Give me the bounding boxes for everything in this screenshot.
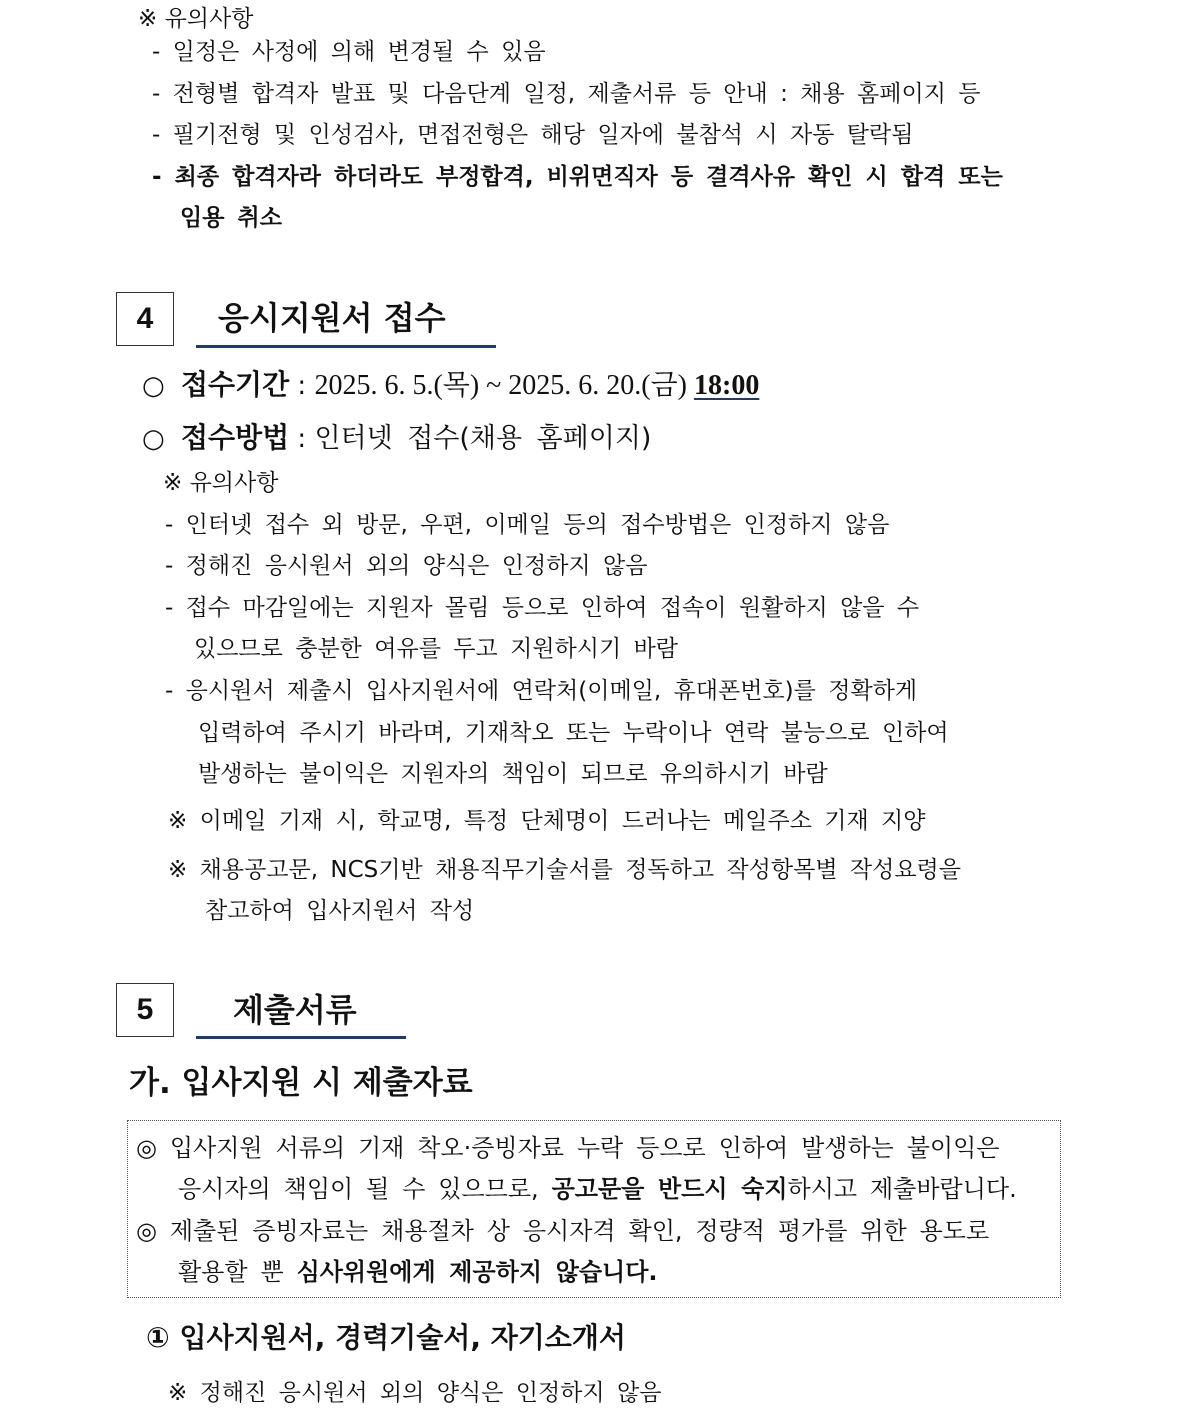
note-item: - 전형별 합격자 발표 및 다음단계 일정, 제출서류 등 안내 : 채용 홈페이지 등: [152, 81, 981, 107]
notice-emphasis: 공고문을 반드시 숙지: [551, 1175, 788, 1203]
notice-line: [178, 1174, 1017, 1204]
section-title-underline: [196, 1036, 406, 1039]
period-time: 18:00: [694, 370, 760, 401]
subheading: 가. 입사지원 시 제출자료: [129, 1065, 473, 1101]
extra-note: 참고하여 입사지원서 작성: [205, 898, 475, 924]
note-item: 있으므로 충분한 여유를 두고 지원하시기 바람: [194, 636, 678, 662]
section-number: 4: [116, 292, 174, 346]
item-note: ※ 정해진 응시원서 외의 양식은 인정하지 않음: [168, 1380, 662, 1406]
item-heading: ① 입사지원서, 경력기술서, 자기소개서: [146, 1321, 626, 1354]
method-value: 인터넷 접수(채용 홈페이지): [314, 423, 652, 454]
note-item: - 일정은 사정에 의해 변경될 수 있음: [152, 39, 546, 65]
period-row: [142, 368, 759, 403]
notice-text: 활용할 뿐: [178, 1258, 297, 1286]
notes-heading: ※ 유의사항: [163, 470, 279, 496]
section-number: 5: [116, 983, 174, 1037]
method-row: [142, 421, 651, 456]
note-item: 발생하는 불이익은 지원자의 책임이 되므로 유의하시기 바람: [198, 761, 828, 787]
note-item: 입력하여 주시기 바라며, 기재착오 또는 누락이나 연락 불능으로 인하여: [198, 720, 949, 746]
notes-heading: ※ 유의사항: [138, 6, 254, 32]
section-title-underline: [196, 345, 496, 348]
notice-line: [178, 1257, 658, 1287]
period-value: 2025. 6. 5.(목) ~ 2025. 6. 20.(금): [314, 370, 694, 401]
note-item-bold: 임용 취소: [180, 205, 282, 231]
notice-text: 하시고 제출바랍니다.: [787, 1175, 1017, 1203]
section-title: 응시지원서 접수: [218, 299, 446, 337]
note-item: - 필기전형 및 인성검사, 면접전형은 해당 일자에 불참석 시 자동 탈락됨: [152, 122, 914, 148]
method-sep: :: [289, 424, 315, 454]
note-item: - 인터넷 접수 외 방문, 우편, 이메일 등의 접수방법은 인정하지 않음: [165, 512, 890, 538]
note-item: - 응시원서 제출시 입사지원서에 연락처(이메일, 휴대폰번호)를 정확하게: [165, 678, 918, 704]
note-item-bold: - 최종 합격자라 하더라도 부정합격, 비위면직자 등 결격사유 확인 시 합격 또는: [152, 164, 1003, 190]
method-label: 접수방법: [180, 421, 290, 454]
section-title: 제출서류: [233, 991, 357, 1029]
period-sep: :: [289, 371, 315, 401]
notice-text: 응시자의 책임이 될 수 있으므로,: [178, 1175, 552, 1203]
note-item: - 정해진 응시원서 외의 양식은 인정하지 않음: [165, 553, 648, 579]
notice-line: ◎ 입사지원 서류의 기재 착오·증빙자료 누락 등으로 인하여 발생하는 불이익은: [136, 1134, 1000, 1162]
note-item: - 접수 마감일에는 지원자 몰림 등으로 인하여 접속이 원활하지 않을 수: [165, 595, 920, 621]
bullet-circle-icon: ○: [142, 424, 165, 454]
extra-note: ※ 채용공고문, NCS기반 채용직무기술서를 정독하고 작성항목별 작성요령을: [168, 857, 961, 883]
bullet-circle-icon: ○: [142, 371, 165, 401]
notice-emphasis: 심사위원에게 제공하지 않습니다.: [296, 1258, 658, 1286]
extra-note: ※ 이메일 기재 시, 학교명, 특정 단체명이 드러나는 메일주소 기재 지양: [168, 808, 926, 834]
notice-line: ◎ 제출된 증빙자료는 채용절차 상 응시자격 확인, 정량적 평가를 위한 용도로: [136, 1217, 990, 1245]
period-label: 접수기간: [180, 368, 290, 401]
